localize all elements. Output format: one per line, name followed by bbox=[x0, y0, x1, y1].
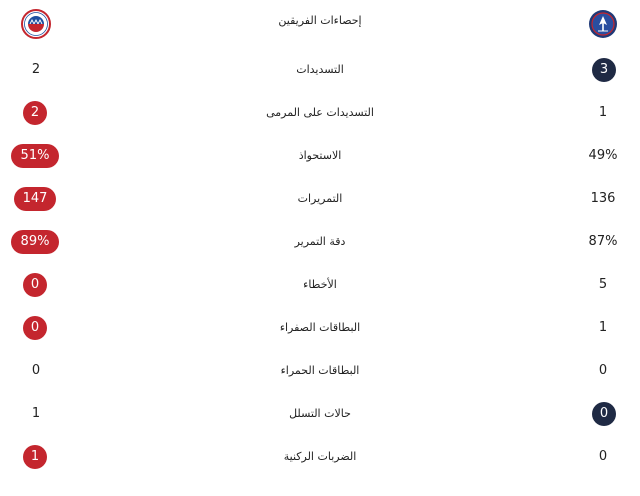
away-shots-badge: 3 bbox=[592, 58, 616, 82]
stat-label: التمريرات bbox=[297, 192, 343, 205]
away-red-cards-value: 0 bbox=[598, 363, 608, 378]
home-passes-badge: 147 bbox=[14, 187, 56, 211]
stat-label: البطاقات الحمراء bbox=[280, 364, 360, 377]
stat-row-yellow-cards bbox=[0, 308, 640, 348]
psg-crest-icon bbox=[588, 9, 618, 39]
stat-row-fouls bbox=[0, 265, 640, 305]
away-fouls-value: 5 bbox=[598, 277, 608, 292]
stat-row-pass-accuracy bbox=[0, 222, 640, 262]
stat-label: التسديدات على المرمى bbox=[266, 106, 374, 119]
stat-label: الضربات الركنية bbox=[283, 450, 357, 463]
page-title: إحصاءات الفريقين bbox=[278, 14, 362, 27]
away-corners-value: 0 bbox=[598, 449, 608, 464]
away-yellow-cards-value: 1 bbox=[598, 320, 608, 335]
away-pass-accuracy-value: 87% bbox=[588, 234, 618, 249]
home-possession-badge: 51% bbox=[11, 144, 59, 168]
stat-label: دقة التمرير bbox=[294, 235, 346, 248]
stat-row-passes bbox=[0, 179, 640, 219]
home-shots-on-target-badge: 2 bbox=[23, 101, 47, 125]
stat-row-shots-on-target bbox=[0, 93, 640, 133]
stat-row-possession bbox=[0, 136, 640, 176]
home-corners-badge: 1 bbox=[23, 445, 47, 469]
home-red-cards-value: 0 bbox=[31, 363, 41, 378]
home-offsides-value: 1 bbox=[31, 406, 41, 421]
stat-label: حالات التسلل bbox=[289, 407, 351, 420]
stat-label: التسديدات bbox=[296, 63, 344, 76]
away-offsides-badge: 0 bbox=[592, 402, 616, 426]
stat-label: الأخطاء bbox=[303, 278, 337, 291]
home-shots-value: 2 bbox=[31, 62, 41, 77]
stat-row-shots bbox=[0, 50, 640, 90]
stat-row-corners bbox=[0, 437, 640, 477]
stat-label: البطاقات الصفراء bbox=[279, 321, 361, 334]
away-possession-value: 49% bbox=[588, 148, 618, 163]
home-fouls-badge: 0 bbox=[23, 273, 47, 297]
stat-row-offsides bbox=[0, 394, 640, 434]
away-shots-on-target-value: 1 bbox=[598, 105, 608, 120]
home-pass-accuracy-badge: 89% bbox=[11, 230, 59, 254]
away-passes-value: 136 bbox=[590, 191, 616, 206]
stat-label: الاستحواذ bbox=[298, 149, 342, 162]
stats-header bbox=[0, 0, 640, 48]
home-yellow-cards-badge: 0 bbox=[23, 316, 47, 340]
stat-row-red-cards bbox=[0, 351, 640, 391]
